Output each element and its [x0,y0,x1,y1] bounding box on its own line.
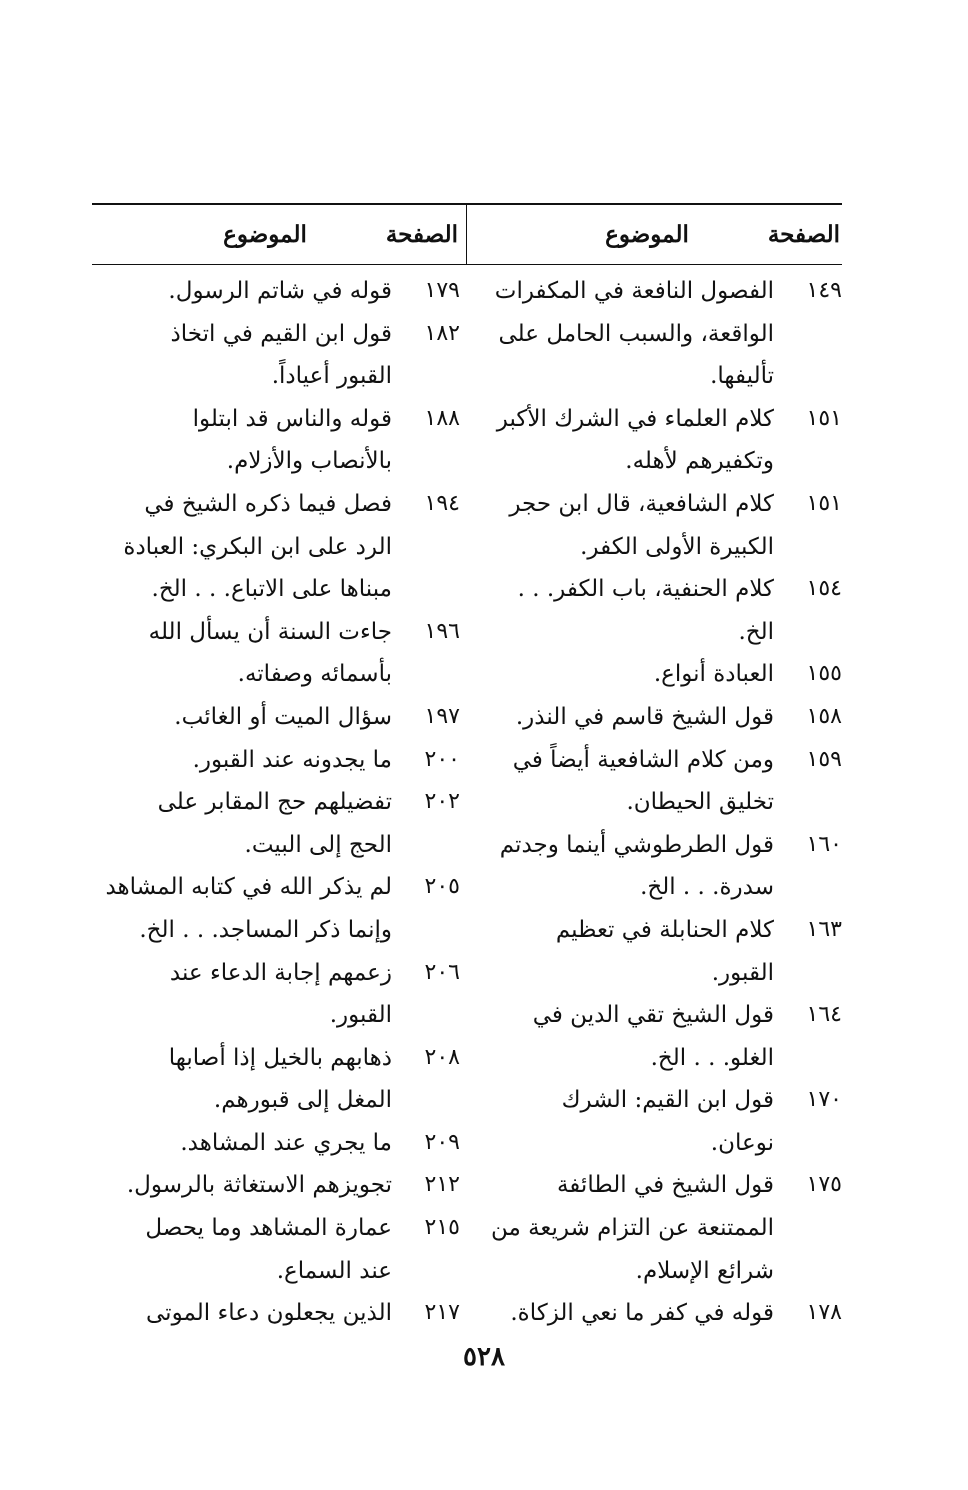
index-entry [92,739,460,782]
entry-topic-line: بأسمائه وصفاته. [237,661,392,688]
entry-topic [474,824,774,909]
entry-topic-line: فصل فيما ذكره الشيخ في [144,490,392,517]
topic-column-heading: الموضوع [223,220,307,248]
entry-page-number: ١٧٠ [806,1087,842,1113]
entry-page-number: ١٩٦ [424,618,460,644]
entry-topic-line: نوعان. [710,1129,774,1156]
index-entry [92,1164,460,1207]
index-entry [474,270,842,398]
entry-topic-line: الكبيرة الأولى الكفر. [580,533,774,560]
index-entry [92,313,460,398]
entry-topic-line: الغلو. . . الخ. [650,1044,774,1071]
index-entry [474,1292,842,1335]
entry-topic-line: المغل إلى قبورهم. [213,1087,392,1114]
entry-topic-line: قول الطرطوشي أينما وجدتم [499,831,774,858]
entry-topic-line: كلام العلماء في الشرك الأكبر [496,405,774,432]
entry-topic-line: الحج إلى البيت. [244,831,392,858]
entry-page-number: ١٥٥ [806,661,842,687]
column-divider [466,204,467,265]
entry-topic-line: تفضيلهم حج المقابر على [157,789,392,816]
entry-topic-line: قول الشيخ تقي الدين في [532,1002,774,1029]
index-entry [474,398,842,483]
left-entries [92,270,460,1335]
page-column-heading: الصفحة [385,220,458,248]
index-entry [92,1207,460,1292]
entry-page-number: ٢٠٩ [424,1129,460,1155]
index-entry [474,653,842,696]
entry-page-number: ٢٠٦ [424,959,460,985]
entry-topic-line: تجويزهم الاستغاثة بالرسول. [126,1172,392,1199]
entry-page-number: ٢٠٢ [424,789,460,815]
entry-page-number: ١٥٤ [806,576,842,602]
entry-topic [474,739,774,824]
entry-topic-line: قول الشيخ في الطائفة [556,1172,774,1199]
entry-page-number: ١٦٣ [806,916,842,942]
entry-topic-line: ما يجري عند المشاهد. [180,1129,392,1156]
entry-page-number: ١٧٥ [806,1172,842,1198]
entry-topic-line: الرد على ابن البكري: العبادة [123,533,392,560]
index-entry [474,909,842,994]
entry-topic-line: الخ. [738,618,774,645]
entry-topic [92,1122,392,1165]
entry-topic [92,483,392,611]
index-entry [474,1079,842,1164]
entry-topic [474,1164,774,1292]
entry-topic-line: الفصول النافعة في المكفرات [494,278,774,304]
entry-topic-line: تأليفها. [710,363,774,390]
page-number: ٥٢٨ [463,1342,505,1372]
entry-topic [474,653,774,696]
entry-topic [92,739,392,782]
entry-topic [92,313,392,398]
entry-topic-line: زعمهم إجابة الدعاء عند [169,959,392,986]
entry-topic-line: كلام الحنابلة في تعظيم [555,916,774,943]
entry-topic [474,994,774,1079]
index-entry [92,611,460,696]
entry-topic-line: مبناها على الاتباع. . . الخ. [151,576,392,603]
entry-page-number: ١٧٩ [424,278,460,303]
entry-topic [92,781,392,866]
entry-topic-line: القبور أعياداً. [271,363,392,390]
left-column-header [92,204,460,264]
index-entry [474,824,842,909]
index-entry [474,739,842,824]
entry-page-number: ١٥١ [806,490,842,516]
index-entry [474,568,842,653]
entry-topic-line: القبور. [329,1002,392,1029]
entry-topic [474,483,774,568]
entry-topic [92,1164,392,1207]
entry-topic-line: عند السماع. [276,1257,392,1284]
index-entry [92,398,460,483]
entry-page-number: ١٦٠ [806,831,842,857]
entry-topic-line: القبور. [711,959,774,986]
entry-topic-line: لم يذكر الله في كتابه المشاهد [105,874,392,901]
entry-topic-line: كلام الحنفية، باب الكفر. . . [517,576,774,603]
index-entry [92,1122,460,1165]
entry-page-number: ١٥٩ [806,746,842,772]
entry-topic-line: قوله والناس قد ابتلوا [192,405,392,432]
index-entry [92,1292,460,1335]
entry-topic-line: وتكفيرهم لأهله. [625,448,774,475]
right-column [474,204,842,1335]
entry-topic [92,398,392,483]
index-entry [92,696,460,739]
entry-topic-line: قول ابن القيم في اتخاذ [170,320,392,347]
entry-topic-line: ذهابهم بالخيل إذا أصابها [168,1044,392,1071]
index-entry [474,1164,842,1292]
entry-topic-line: الواقعة، والسبب الحامل على [498,320,774,347]
right-column-header [474,204,842,264]
index-entry [92,483,460,611]
entry-topic-line: ومن كلام الشافعية أيضاً في [512,746,774,773]
entry-topic [92,270,392,313]
entry-page-number: ٢١٢ [424,1172,460,1198]
index-entry [474,483,842,568]
entry-topic-line: سدرة. . . الخ. [640,874,774,901]
entry-topic-line: قول الشيخ قاسم في النذر. [515,703,774,730]
entry-page-number: ١٥١ [806,405,842,431]
entry-topic [92,1207,392,1292]
index-entry [92,1037,460,1122]
entry-topic-line: قول ابن القيم: الشرك [561,1087,774,1114]
entry-topic [474,1292,774,1335]
entry-topic [474,568,774,653]
index-entry [92,952,460,1037]
entry-topic-line: الممتنعة عن التزام شريعة من [490,1215,774,1242]
entry-topic-line: سؤال الميت أو الغائب. [174,703,392,730]
entry-topic [92,1292,392,1335]
entry-topic [474,1079,774,1164]
entry-topic-line: عمارة المشاهد وما يحصل [145,1215,392,1242]
entry-topic-line: بالأنصاب والأزلام. [226,448,392,475]
entry-topic-line: قوله في كفر ما نعي الزكاة. [510,1300,774,1327]
entry-topic [92,866,392,951]
entry-page-number: ١٩٧ [424,703,460,729]
entry-topic [92,611,392,696]
entry-page-number: ١٩٤ [424,490,460,516]
index-entry [92,866,460,951]
entry-topic-line: وإنما ذكر المساجد. . . الخ. [139,916,392,943]
entry-page-number: ٢٠٥ [424,874,460,900]
entry-topic-line: كلام الشافعية، قال ابن حجر [509,490,774,517]
entry-topic-line: شرائع الإسلام. [635,1257,774,1284]
right-entries [474,270,842,1335]
entry-topic [474,909,774,994]
index-entry [92,781,460,866]
left-column [92,204,460,1335]
entry-topic-line: جاءت السنة أن يسأل الله [148,618,392,645]
entry-topic [92,952,392,1037]
entry-topic-line: تخليق الحيطان. [626,789,774,816]
entry-page-number: ١٦٤ [806,1002,842,1028]
entry-topic-line: الذين يجعلون دعاء الموتى [146,1300,392,1327]
entry-page-number: ١٨٢ [424,320,460,346]
index-entry [474,994,842,1079]
entry-topic [474,696,774,739]
entry-page-number: ١٨٨ [424,405,460,431]
entry-page-number: ١٥٨ [806,703,842,729]
entry-page-number: ٢٠٠ [424,746,460,772]
page-column-heading: الصفحة [767,220,840,248]
entry-page-number: ٢٠٨ [424,1044,460,1070]
entry-topic-line: العبادة أنواع. [653,661,774,688]
entry-topic [92,696,392,739]
topic-column-heading: الموضوع [605,220,689,248]
entry-topic-line: ما يجدونه عند القبور. [192,746,392,773]
entry-topic [474,398,774,483]
entry-page-number: ٢١٥ [424,1215,460,1241]
entry-page-number: ٢١٧ [424,1300,460,1326]
index-entry [92,270,460,313]
entry-topic-line: قوله في شاتم الرسول. [168,278,392,304]
index-entry [474,696,842,739]
entry-topic [92,1037,392,1122]
entry-page-number: ١٧٨ [806,1300,842,1326]
entry-topic [474,270,774,398]
entry-page-number: ١٤٩ [806,278,842,303]
